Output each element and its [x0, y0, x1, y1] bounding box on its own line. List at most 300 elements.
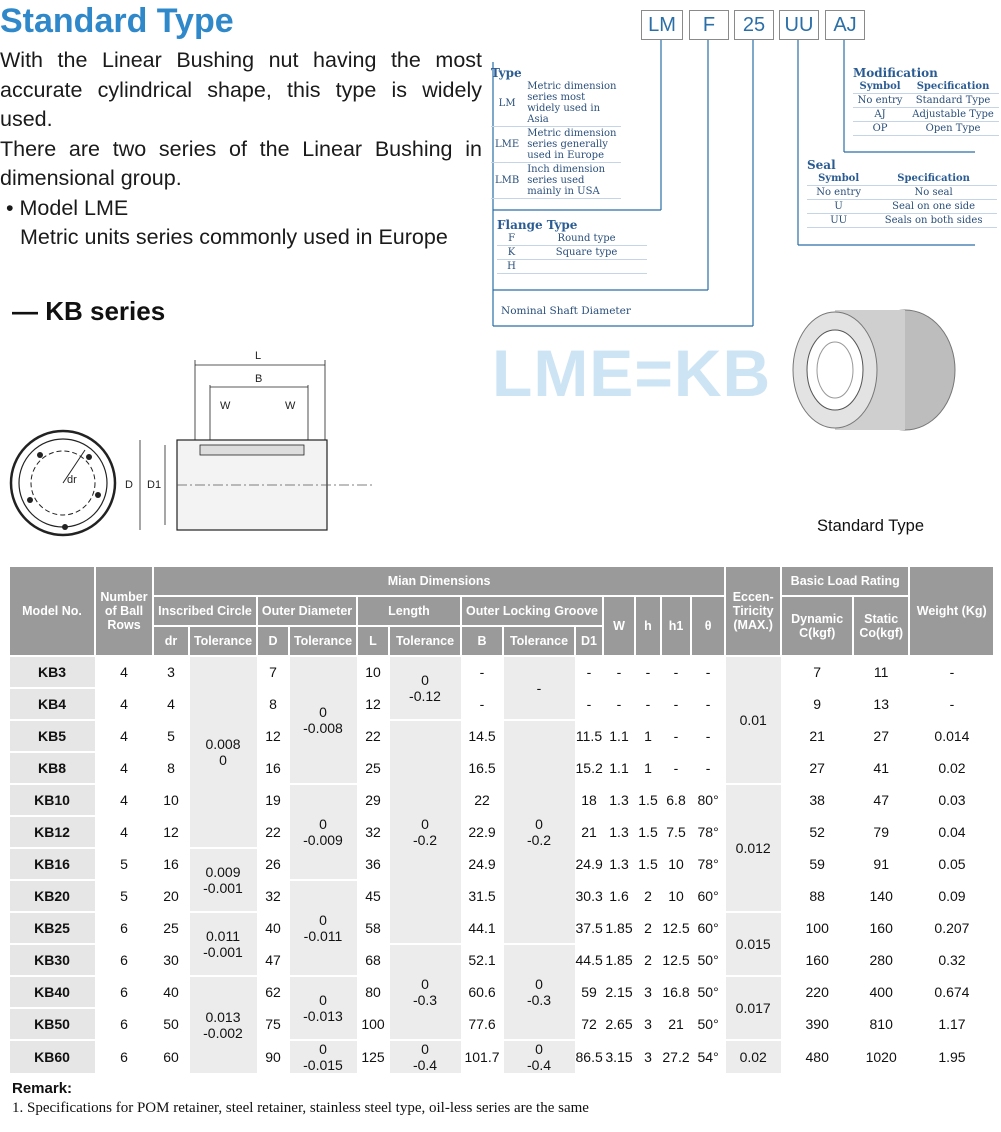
seal-spec: Seal on one side: [870, 200, 997, 214]
table-row: [9, 816, 994, 848]
col-spec: Specification: [907, 80, 999, 94]
outer-diameter-cell: 62: [257, 976, 289, 1008]
h-cell: 2: [635, 944, 661, 976]
eccentricity-cell: 0.012: [725, 784, 781, 912]
seal-symbol: U: [807, 200, 870, 214]
col-static: Static Co(kgf): [853, 596, 909, 656]
length-cell: 12: [357, 688, 389, 720]
static-load-cell: 160: [853, 912, 909, 944]
b-tolerance-cell: 0 -0.3: [503, 944, 575, 1040]
h-cell: 1.5: [635, 816, 661, 848]
dr-tolerance-cell: 0.008 0: [189, 656, 257, 848]
h1-cell: -: [661, 752, 691, 784]
ball-rows-cell: 4: [95, 784, 153, 816]
d-tolerance-cell: 0 -0.013: [289, 976, 357, 1040]
weight-cell: 0.014: [909, 720, 994, 752]
col-spec: Specification: [870, 172, 997, 186]
dynamic-load-cell: 100: [781, 912, 853, 944]
theta-cell: 50°: [691, 976, 725, 1008]
model-cell: KB8: [9, 752, 95, 784]
l-tolerance-cell: 0 -0.3: [389, 944, 461, 1040]
dr-cell: 3: [153, 656, 189, 688]
equivalence-label: LME=KB: [492, 336, 772, 410]
spec-table-body: [9, 656, 994, 1074]
model-cell: KB25: [9, 912, 95, 944]
ball-rows-cell: 4: [95, 688, 153, 720]
weight-cell: -: [909, 688, 994, 720]
model-cell: KB60: [9, 1040, 95, 1074]
groove-d1-cell: 21: [575, 816, 603, 848]
dynamic-load-cell: 7: [781, 656, 853, 688]
theta-cell: 50°: [691, 944, 725, 976]
dr-cell: 40: [153, 976, 189, 1008]
seal-spec: Seals on both sides: [870, 214, 997, 228]
theta-cell: -: [691, 720, 725, 752]
static-load-cell: 400: [853, 976, 909, 1008]
h-cell: 3: [635, 976, 661, 1008]
dr-cell: 5: [153, 720, 189, 752]
h1-cell: -: [661, 656, 691, 688]
theta-cell: 54°: [691, 1040, 725, 1074]
weight-cell: -: [909, 656, 994, 688]
mod-symbol: AJ: [853, 108, 907, 122]
col-main-dimensions: Mian Dimensions: [153, 566, 725, 596]
w-cell: 1.3: [603, 816, 635, 848]
weight-cell: 0.03: [909, 784, 994, 816]
static-load-cell: 13: [853, 688, 909, 720]
table-row: [9, 976, 994, 1008]
theta-cell: -: [691, 656, 725, 688]
dim-label-W: W: [220, 400, 231, 412]
page-title: Standard Type: [0, 2, 234, 40]
groove-b-cell: 16.5: [461, 752, 503, 784]
model-cell: KB30: [9, 944, 95, 976]
l-tolerance-cell: 0 -0.2: [389, 720, 461, 944]
model-cell: KB20: [9, 880, 95, 912]
h-cell: 2: [635, 880, 661, 912]
groove-b-cell: 22.9: [461, 816, 503, 848]
modification-legend: [853, 66, 999, 136]
ball-rows-cell: 4: [95, 752, 153, 784]
groove-b-cell: 31.5: [461, 880, 503, 912]
w-cell: -: [603, 656, 635, 688]
col-inscribed: Inscribed Circle: [153, 596, 257, 626]
model-cell: KB10: [9, 784, 95, 816]
bullet-detail: Metric units series commonly used in Europe: [20, 225, 448, 249]
remark-line: 1. Specifications for POM retainer, steel retainer, stainless steel type, oil-less series are the same: [12, 1100, 589, 1116]
groove-d1-cell: 30.3: [575, 880, 603, 912]
code-box-lm: LM: [641, 10, 683, 40]
ball-rows-cell: 4: [95, 720, 153, 752]
dr-cell: 10: [153, 784, 189, 816]
dynamic-load-cell: 9: [781, 688, 853, 720]
code-box-uu: UU: [779, 10, 819, 40]
theta-cell: 60°: [691, 880, 725, 912]
mod-symbol: OP: [853, 122, 907, 136]
type-code: LME: [491, 127, 523, 163]
mod-spec: Standard Type: [907, 94, 999, 108]
ball-rows-cell: 6: [95, 976, 153, 1008]
col-length: Length: [357, 596, 461, 626]
table-row: [9, 1040, 994, 1074]
model-cell: KB50: [9, 1008, 95, 1040]
table-row: [9, 656, 994, 688]
type-legend-heading: Type: [491, 66, 522, 80]
h-cell: 2: [635, 912, 661, 944]
groove-d1-cell: -: [575, 688, 603, 720]
model-cell: KB3: [9, 656, 95, 688]
table-row: [9, 944, 994, 976]
outer-diameter-cell: 32: [257, 880, 289, 912]
dynamic-load-cell: 59: [781, 848, 853, 880]
dim-label-D1: D1: [147, 479, 162, 491]
dynamic-load-cell: 160: [781, 944, 853, 976]
groove-b-cell: -: [461, 688, 503, 720]
table-row: [9, 720, 994, 752]
table-row: [9, 880, 994, 912]
h-cell: 1.5: [635, 784, 661, 816]
seal-heading: Seal: [807, 158, 836, 172]
col-tolerance: Tolerance: [189, 626, 257, 656]
dr-cell: 30: [153, 944, 189, 976]
col-tolerance: Tolerance: [503, 626, 575, 656]
type-desc: Metric dimension series most widely used in Asia: [523, 80, 621, 127]
length-cell: 36: [357, 848, 389, 880]
weight-cell: 0.09: [909, 880, 994, 912]
dynamic-load-cell: 52: [781, 816, 853, 848]
d-tolerance-cell: 0 -0.011: [289, 880, 357, 976]
intro-line: accurate cylindrical shape, this type is widely: [0, 77, 482, 102]
dim-label-D: D: [125, 479, 133, 491]
h-cell: 1: [635, 752, 661, 784]
remark-title: Remark:: [12, 1080, 73, 1097]
dr-tolerance-cell: 0.011 -0.001: [189, 912, 257, 976]
h1-cell: 12.5: [661, 944, 691, 976]
theta-cell: 60°: [691, 912, 725, 944]
code-box-f: F: [689, 10, 729, 40]
flange-legend: [497, 218, 647, 274]
groove-d1-cell: 37.5: [575, 912, 603, 944]
dynamic-load-cell: 88: [781, 880, 853, 912]
dynamic-load-cell: 390: [781, 1008, 853, 1040]
model-cell: KB4: [9, 688, 95, 720]
col-B: B: [461, 626, 503, 656]
intro-line: With the Linear Bushing nut having the most: [0, 48, 482, 72]
d-tolerance-cell: 0 -0.009: [289, 784, 357, 880]
w-cell: 1.85: [603, 912, 635, 944]
dynamic-load-cell: 480: [781, 1040, 853, 1074]
outer-diameter-cell: 40: [257, 912, 289, 944]
h-cell: 3: [635, 1040, 661, 1074]
dynamic-load-cell: 38: [781, 784, 853, 816]
ball-rows-cell: 5: [95, 880, 153, 912]
groove-d1-cell: 59: [575, 976, 603, 1008]
dr-tolerance-cell: 0.009 -0.001: [189, 848, 257, 912]
ball-rows-cell: 5: [95, 848, 153, 880]
dr-cell: 50: [153, 1008, 189, 1040]
w-cell: -: [603, 688, 635, 720]
groove-d1-cell: -: [575, 656, 603, 688]
w-cell: 1.3: [603, 848, 635, 880]
col-eccentricity: Eccen-Tiricity (MAX.): [725, 566, 781, 656]
w-cell: 1.6: [603, 880, 635, 912]
table-row: [9, 688, 994, 720]
weight-cell: 0.05: [909, 848, 994, 880]
ball-rows-cell: 6: [95, 944, 153, 976]
outer-diameter-cell: 16: [257, 752, 289, 784]
dr-cell: 8: [153, 752, 189, 784]
flange-desc: Round type: [526, 232, 647, 246]
h1-cell: 6.8: [661, 784, 691, 816]
seal-symbol: UU: [807, 214, 870, 228]
flange-code: F: [497, 232, 526, 246]
groove-b-cell: 52.1: [461, 944, 503, 976]
groove-d1-cell: 15.2: [575, 752, 603, 784]
h-cell: -: [635, 656, 661, 688]
flange-desc: Square type: [526, 246, 647, 260]
weight-cell: 0.04: [909, 816, 994, 848]
model-cell: KB40: [9, 976, 95, 1008]
weight-cell: 0.207: [909, 912, 994, 944]
dynamic-load-cell: 21: [781, 720, 853, 752]
col-L: L: [357, 626, 389, 656]
table-row: [9, 784, 994, 816]
dynamic-load-cell: 27: [781, 752, 853, 784]
h1-cell: 16.8: [661, 976, 691, 1008]
col-dynamic: Dynamic C(kgf): [781, 596, 853, 656]
photo-caption: Standard Type: [817, 517, 925, 535]
w-cell: 1.3: [603, 784, 635, 816]
theta-cell: -: [691, 688, 725, 720]
dr-cell: 20: [153, 880, 189, 912]
groove-d1-cell: 44.5: [575, 944, 603, 976]
groove-b-cell: 24.9: [461, 848, 503, 880]
w-cell: 2.65: [603, 1008, 635, 1040]
seal-legend: [807, 158, 997, 228]
h1-cell: 10: [661, 848, 691, 880]
h1-cell: 21: [661, 1008, 691, 1040]
dim-label-dr: dr: [67, 474, 77, 486]
flange-desc: [526, 260, 647, 274]
h1-cell: 7.5: [661, 816, 691, 848]
l-tolerance-cell: 0 -0.4: [389, 1040, 461, 1074]
part-code-diagram: [485, 0, 1001, 330]
model-cell: KB16: [9, 848, 95, 880]
d-tolerance-cell: 0 -0.008: [289, 656, 357, 784]
b-tolerance-cell: -: [503, 656, 575, 720]
col-h: h: [635, 596, 661, 656]
length-cell: 125: [357, 1040, 389, 1074]
col-h1: h1: [661, 596, 691, 656]
outer-diameter-cell: 26: [257, 848, 289, 880]
h-cell: -: [635, 688, 661, 720]
mod-spec: Open Type: [907, 122, 999, 136]
length-cell: 32: [357, 816, 389, 848]
b-tolerance-cell: 0 -0.2: [503, 720, 575, 944]
weight-cell: 1.17: [909, 1008, 994, 1040]
h1-cell: 10: [661, 880, 691, 912]
w-cell: 1.85: [603, 944, 635, 976]
weight-cell: 0.32: [909, 944, 994, 976]
side-view-drawing: [140, 360, 375, 530]
eccentricity-cell: 0.015: [725, 912, 781, 976]
intro-line: There are two series of the Linear Bushing in: [0, 136, 482, 161]
b-tolerance-cell: 0 -0.4: [503, 1040, 575, 1074]
w-cell: 1.1: [603, 720, 635, 752]
ball-rows-cell: 4: [95, 656, 153, 688]
l-tolerance-cell: 0 -0.12: [389, 656, 461, 720]
col-D1: D1: [575, 626, 603, 656]
d-tolerance-cell: 0 -0.015: [289, 1040, 357, 1074]
dr-cell: 60: [153, 1040, 189, 1074]
eccentricity-cell: 0.01: [725, 656, 781, 784]
outer-diameter-cell: 90: [257, 1040, 289, 1074]
col-ball-rows: Number of Ball Rows: [95, 566, 153, 656]
h-cell: 1: [635, 720, 661, 752]
theta-cell: 80°: [691, 784, 725, 816]
static-load-cell: 1020: [853, 1040, 909, 1074]
seal-symbol: No entry: [807, 186, 870, 200]
static-load-cell: 140: [853, 880, 909, 912]
length-cell: 68: [357, 944, 389, 976]
type-code: LMB: [491, 163, 523, 199]
col-load-rating: Basic Load Rating: [781, 566, 909, 596]
theta-cell: -: [691, 752, 725, 784]
static-load-cell: 47: [853, 784, 909, 816]
outer-diameter-cell: 8: [257, 688, 289, 720]
groove-b-cell: 14.5: [461, 720, 503, 752]
type-legend: [491, 66, 621, 199]
length-cell: 45: [357, 880, 389, 912]
col-weight: Weight (Kg): [909, 566, 994, 656]
static-load-cell: 41: [853, 752, 909, 784]
col-dr: dr: [153, 626, 189, 656]
static-load-cell: 810: [853, 1008, 909, 1040]
type-code: LM: [491, 80, 523, 127]
static-load-cell: 79: [853, 816, 909, 848]
length-cell: 22: [357, 720, 389, 752]
table-row: [9, 1008, 994, 1040]
static-load-cell: 280: [853, 944, 909, 976]
intro-text: [0, 46, 482, 253]
groove-b-cell: 22: [461, 784, 503, 816]
length-cell: 29: [357, 784, 389, 816]
flange-legend-heading: Flange Type: [497, 218, 578, 232]
groove-b-cell: 44.1: [461, 912, 503, 944]
h-cell: 3: [635, 1008, 661, 1040]
groove-d1-cell: 18: [575, 784, 603, 816]
theta-cell: 78°: [691, 848, 725, 880]
flange-code: H: [497, 260, 526, 274]
groove-b-cell: 60.6: [461, 976, 503, 1008]
col-outer-diameter: Outer Diameter: [257, 596, 357, 626]
weight-cell: 1.95: [909, 1040, 994, 1074]
type-desc: Metric dimension series generally used in Europe: [523, 127, 621, 163]
outer-diameter-cell: 75: [257, 1008, 289, 1040]
end-view-drawing: [11, 431, 115, 535]
spec-table: [8, 565, 995, 1075]
col-model: Model No.: [9, 566, 95, 656]
bullet-model: • Model LME: [6, 195, 129, 220]
h-cell: 1.5: [635, 848, 661, 880]
dr-tolerance-cell: 0.013 -0.002: [189, 976, 257, 1074]
length-cell: 10: [357, 656, 389, 688]
type-desc: Inch dimension series used mainly in USA: [523, 163, 621, 199]
table-row: [9, 752, 994, 784]
dim-label-L: L: [255, 350, 262, 362]
shaft-label: Nominal Shaft Diameter: [501, 305, 631, 317]
series-heading: — KB series: [12, 296, 166, 326]
groove-d1-cell: 72: [575, 1008, 603, 1040]
table-row: [9, 848, 994, 880]
length-cell: 100: [357, 1008, 389, 1040]
groove-b-cell: -: [461, 656, 503, 688]
model-cell: KB5: [9, 720, 95, 752]
intro-line: used.: [0, 107, 53, 131]
groove-d1-cell: 11.5: [575, 720, 603, 752]
mod-spec: Adjustable Type: [907, 108, 999, 122]
length-cell: 25: [357, 752, 389, 784]
dim-label-W: W: [285, 400, 296, 412]
mod-symbol: No entry: [853, 94, 907, 108]
weight-cell: 0.674: [909, 976, 994, 1008]
code-box-aj: AJ: [825, 10, 865, 40]
table-row: [9, 912, 994, 944]
col-theta: θ: [691, 596, 725, 656]
bushing-technical-drawing: [5, 345, 375, 545]
col-tolerance: Tolerance: [289, 626, 357, 656]
col-symbol: Symbol: [853, 80, 907, 94]
outer-diameter-cell: 19: [257, 784, 289, 816]
outer-diameter-cell: 7: [257, 656, 289, 688]
groove-b-cell: 77.6: [461, 1008, 503, 1040]
bushing-photo: [785, 305, 965, 455]
dr-cell: 12: [153, 816, 189, 848]
col-w: W: [603, 596, 635, 656]
static-load-cell: 91: [853, 848, 909, 880]
h1-cell: -: [661, 688, 691, 720]
dim-label-B: B: [255, 373, 263, 385]
col-tolerance: Tolerance: [389, 626, 461, 656]
length-cell: 80: [357, 976, 389, 1008]
h1-cell: 12.5: [661, 912, 691, 944]
static-load-cell: 11: [853, 656, 909, 688]
theta-cell: 78°: [691, 816, 725, 848]
static-load-cell: 27: [853, 720, 909, 752]
flange-code: K: [497, 246, 526, 260]
intro-line: dimensional group.: [0, 166, 182, 190]
outer-diameter-cell: 22: [257, 816, 289, 848]
ball-rows-cell: 6: [95, 1040, 153, 1074]
h1-cell: 27.2: [661, 1040, 691, 1074]
groove-b-cell: 101.7: [461, 1040, 503, 1074]
col-groove: Outer Locking Groove: [461, 596, 603, 626]
outer-diameter-cell: 47: [257, 944, 289, 976]
ball-rows-cell: 6: [95, 912, 153, 944]
eccentricity-cell: 0.017: [725, 976, 781, 1040]
w-cell: 1.1: [603, 752, 635, 784]
weight-cell: 0.02: [909, 752, 994, 784]
ball-rows-cell: 4: [95, 816, 153, 848]
modification-heading: Modification: [853, 66, 938, 80]
groove-d1-cell: 86.5: [575, 1040, 603, 1074]
w-cell: 3.15: [603, 1040, 635, 1074]
length-cell: 58: [357, 912, 389, 944]
code-box-25: 25: [734, 10, 774, 40]
dynamic-load-cell: 220: [781, 976, 853, 1008]
groove-d1-cell: 24.9: [575, 848, 603, 880]
model-cell: KB12: [9, 816, 95, 848]
